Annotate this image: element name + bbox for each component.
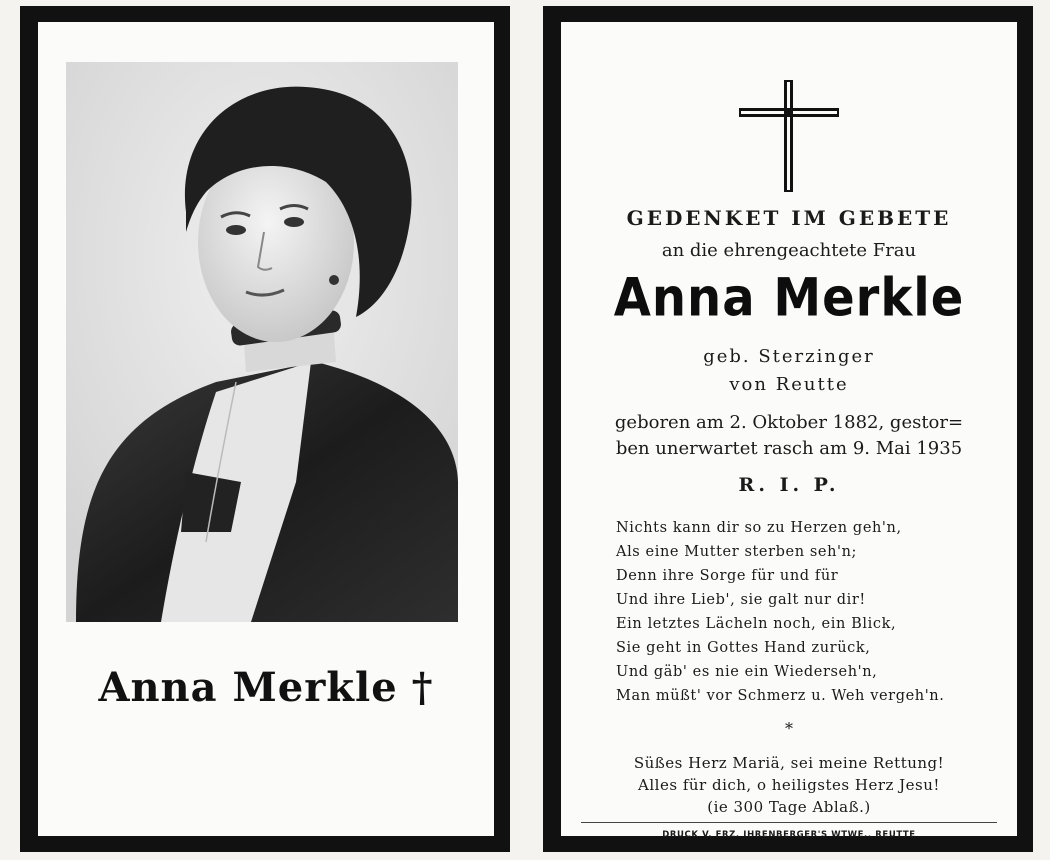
dates-line-2: ben unerwartet rasch am 9. Mai 1935 xyxy=(615,438,963,459)
portrait-photo xyxy=(66,62,458,622)
portrait-image xyxy=(66,62,458,622)
poem-line: Denn ihre Sorge für und für xyxy=(616,568,839,584)
card-back-paper xyxy=(561,22,1017,840)
poem-line: Und gäb' es nie ein Wiederseh'n, xyxy=(616,664,878,680)
poem-line: Man müßt' vor Schmerz u. Weh vergeh'n. xyxy=(616,688,945,704)
heading-remember-in-prayer: GEDENKET IM GEBETE xyxy=(626,206,952,230)
printer-imprint: DRUCK V. FRZ. IHRENBERGER'S WTWE., REUTTE xyxy=(662,830,916,840)
large-cross-icon xyxy=(561,80,1017,192)
poem-line: Und ihre Lieb', sie galt nur dir! xyxy=(616,592,866,608)
memorial-card-back xyxy=(543,6,1033,852)
addressee-line: an die ehrengeachtete Frau xyxy=(661,240,917,261)
prayer-block xyxy=(561,752,1017,818)
deceased-name: Anna Merkle xyxy=(613,267,965,329)
maiden-name: geb. Sterzinger xyxy=(703,346,875,367)
name-text-front: Anna Merkle xyxy=(98,664,398,711)
poem-line: Sie geht in Gottes Hand zurück, xyxy=(616,640,871,656)
poem-line: Nichts kann dir so zu Herzen geh'n, xyxy=(616,520,902,536)
prayer-line: Süßes Herz Mariä, sei meine Rettung! xyxy=(633,754,945,772)
star-ornament: * xyxy=(785,719,793,738)
poem-line: Als eine Mutter sterben seh'n; xyxy=(616,544,858,560)
deceased-name-front xyxy=(38,664,494,711)
prayer-line: Alles für dich, o heiligstes Herz Jesu! xyxy=(638,776,940,794)
origin-line: von Reutte xyxy=(729,374,849,395)
memorial-card-front xyxy=(20,6,510,852)
prayer-line: (ie 300 Tage Ablaß.) xyxy=(707,798,871,816)
rip-text: R. I. P. xyxy=(738,474,840,496)
card-front-paper xyxy=(38,22,494,836)
dates-line-1: geboren am 2. Oktober 1882, gestor= xyxy=(614,412,964,433)
poem-line: Ein letztes Lächeln noch, ein Blick, xyxy=(616,616,897,632)
poem xyxy=(616,516,996,708)
divider-rule xyxy=(581,822,997,823)
cross-icon: † xyxy=(411,664,434,711)
